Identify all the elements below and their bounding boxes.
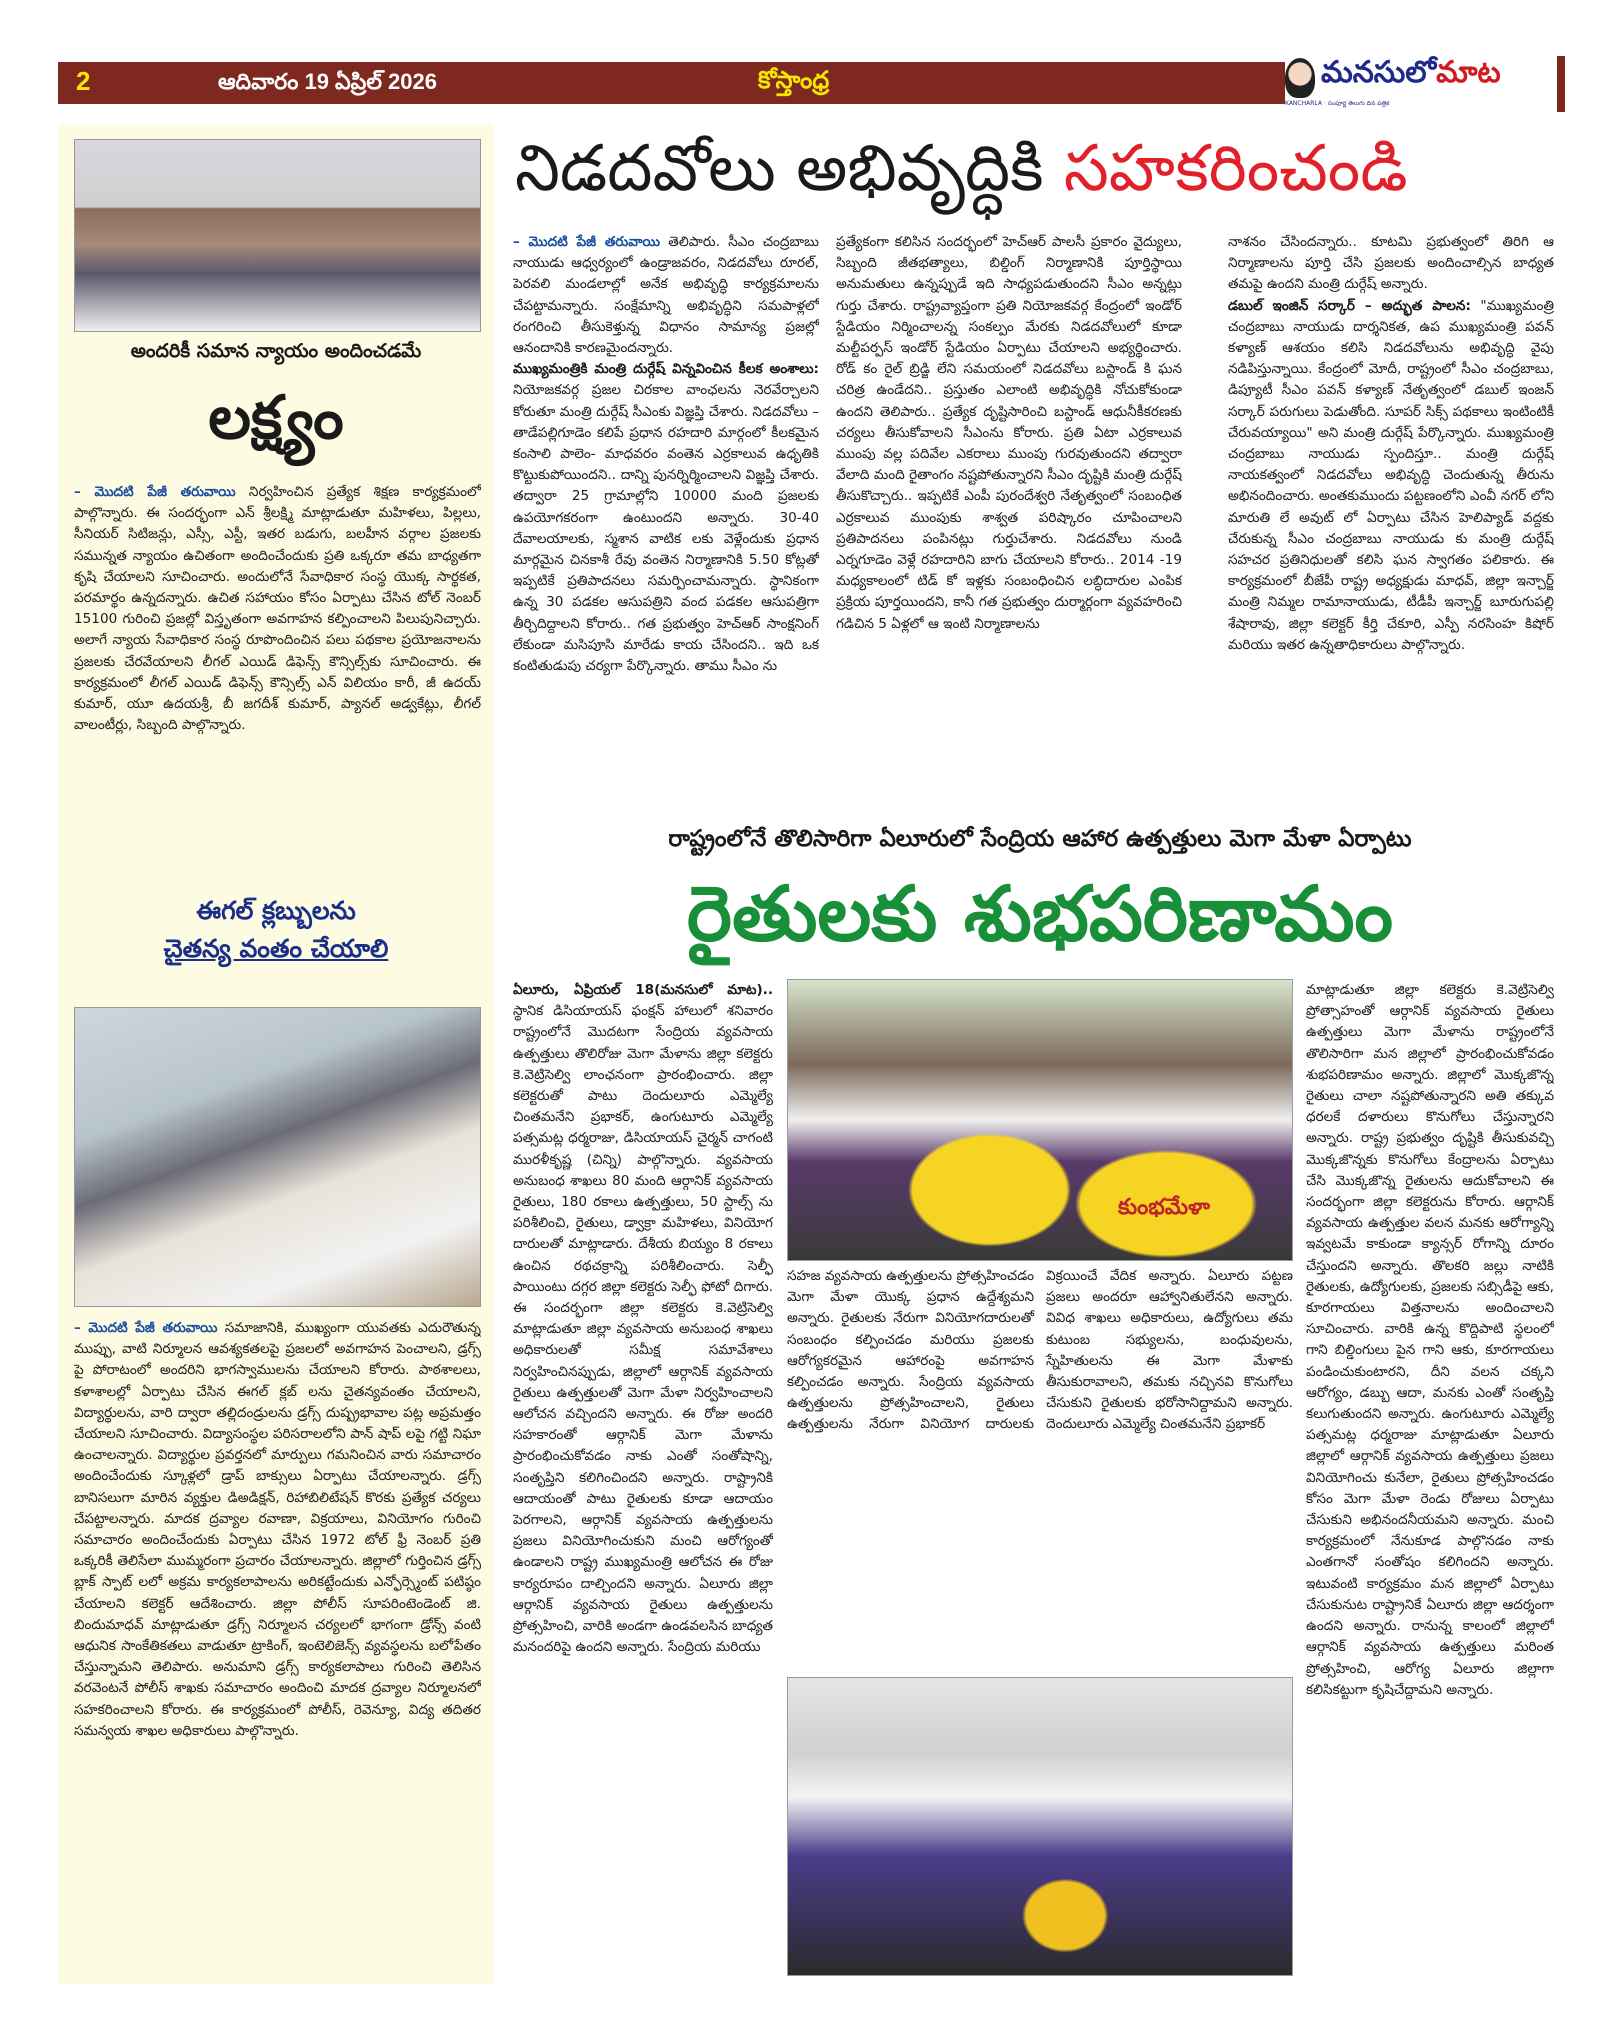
police-meeting-photo — [74, 1007, 481, 1307]
logo-title: మనసులోమాట — [1321, 56, 1501, 89]
sidebar-story1: – మొదటి పేజీ తరువాయి నిర్వహించిన ప్రత్యేక శిక్షణ కార్యక్రమంలో పాల్గొన్నారు. ఈ సందర్భంగా ఎన్ శ్రీలక్ష్మి మాట్లాడుతూ మహిళలు, పిల్లలు, సీనియర్ సిటిజన్లు, ఎస్సీ, ఎస్టీ, ఇతర బడుగు, బలహీన వర్గాల ప్రజలకు సమున్నత న్యాయం ఉచితంగా అందించేందుకు ప్రతి ఒక్కరూ తమ బాధ్యతగా కృషి చేయాలని సూచించారు. అందులోనే సేవాధికార సంస్థ యొక్క సార్థకత, పరమార్థం ఉన్నదన్నారు. ఉచిత సహాయం కోసం ఏర్పాటు చేసిన టోల్ నెంబర్ 15100 గురించి ప్రజల్లో విస్తృతంగా అవగాహన కల్పించాలని పిలుపునిచ్చారు. అలాగే న్యాయ సేవాధికార సంస్థ రూపొందించిన పలు పథకాల ప్రయోజనాలను ప్రజలకు చేరవేయాలని లీగల్ ఎయిడ్ డిఫెన్స్ కౌన్సిల్స్‌కు సూచించారు. ఈ కార్యక్రమంలో లీగల్ ఎయిడ్ డిఫెన్స్ కౌన్సిల్స్ ఎన్ విలియం కారీ, జీ ఉదయ్ కుమార్, యూ ఉదయశ్రీ, బీ జగదీశ్ కుమార్, ప్యానల్ అడ్వకేట్లు, లీగల్ వాలంటీర్లు, సిబ్బంది పాల్గొన్నారు. — [74, 484, 481, 734]
mega-mela-inauguration-photo — [787, 979, 1293, 1261]
newspaper-logo — [1285, 56, 1565, 112]
sidebar-subtitle: అందరికీ సమాన న్యాయం అందించడమే — [130, 340, 422, 362]
lamp-lighting-photo — [787, 1677, 1293, 1976]
founder-portrait-icon — [1285, 58, 1315, 98]
article1-column-1: – మొదటి పేజీ తరువాయి తెలిపారు. సీఎం చంద్రబాబు నాయుడు ఆధ్వర్యంలో ఉండ్రాజవరం, నిడదవోలు రూరల్, పెరవలి మండలాల్లో అనేక అభివృద్ధి కార్యక్రమాలను చేపట్టామన్నారు. సంక్షేమాన్ని అభివృద్ధిని సమపాళ్లలో రంగరించి తీసుకెళ్తున్న విధానం సామాన్య ప్రజల్లో ఆనందానికి కారణమైందన్నారు. ముఖ్యమంత్రికి మంత్రి దుర్గేష్ విన్నవించిన కీలక అంశాలు: నియోజకవర్గ ప్రజల చిరకాల వాంఛలను నెరవేర్చాలని కోరుతూ మంత్రి దుర్గేష్ సీఎంకు విజ్ఞప్తి చేశారు. నిడదవోలు –తాడేపల్లిగూడెం కలిపే ప్రధాన రహదారి మార్గంలో కీలకమైన కంసాలి పాలెం- మాధవరం వంతెన ఎర్రకాలువ ఉధృతికి కొట్టుకుపోయిందని.. దాన్ని పునర్నిర్మించాలని విజ్ఞప్తి చేశారు. తద్వారా 25 గ్రామాల్లోని 10000 మంది ప్రజలకు ఉపయోగకరంగా ఉంటుందని అన్నారు. 30-40 దేవాలయాలకు, స్మశాన వాటిక లకు వెళ్లేందుకు ప్రధాన మార్గమైన చినకాశీ రేవు వంతెన నిర్మాణానికి 5.50 కోట్లతో ఇప్పటికే ప్రతిపాదనలు సమర్పించామన్నారు. స్థానికంగా ఉన్న 30 పడకల ఆసుపత్రిని వంద పడకల ఆసుపత్రిగా తీర్చిదిద్దాలని కోరారు.. గత ప్రభుత్వం హెచ్ఆర్ సాంక్షనింగ్ లేకుండా మసిపూసి మారేడు కాయ చేసిందని.. ఇది ఒక కంటితుడుపు చర్యగా పేర్కొన్నారు. తాము సీఎం ను — [513, 234, 819, 675]
training-session-photo — [74, 139, 481, 332]
page-number: 2 — [76, 66, 91, 96]
sidebar-headline: లక్ష్యం — [208, 383, 344, 453]
photo-banner-text: కుంభమేళా — [1118, 1195, 1210, 1220]
article1-column-3: నాశనం చేసిందన్నారు.. కూటమి ప్రభుత్వంలో తిరిగి ఆ నిర్మాణాలను పూర్తి చేసి ప్రజలకు అందించాల్సిన బాధ్యత తమపై ఉందని మంత్రి దుర్గేష్ అన్నారు. డబుల్ ఇంజిన్ సర్కార్ – అద్భుత పాలన: "ముఖ్యమంత్రి చంద్రబాబు నాయుడు దార్శనికత, ఉప ముఖ్యమంత్రి పవన్ కళ్యాణ్ ఆశయం కలిసి నిడదవోలును అభివృద్ధి వైపు నడిపిస్తున్నాయి. కేంద్రంలో మోదీ, రాష్ట్రంలో సీఎం చంద్రబాబు, డిప్యూటీ సీఎం పవన్ కళ్యాణ్ నేతృత్వంలో డబుల్ ఇంజన్ సర్కార్ పరుగులు పెడుతోంది. సూపర్ సిక్స్ పథకాలు ఇంటింటికీ చేరువయ్యాయి" అని మంత్రి దుర్గేష్ పేర్కొన్నారు. ముఖ్యమంత్రి చంద్రబాబు నాయుడు స్పందిస్తూ.. మంత్రి దుర్గేష్ నాయకత్వంలో నిడదవోలు అభివృద్ధి చెందుతున్న తీరును అభినందించారు. అంతకుముందు పట్టణంలోని ఎంవీ నగర్ లోని మారుతి లే అవుట్ లో ఏర్పాటు చేసిన హెలిప్యాడ్ వద్దకు చేరుకున్న సీఎం చంద్రబాబు నాయుడు కు మంత్రి దుర్గేష్ సహచర ప్రతినిధులతో కలిసి ఘన స్వాగతం పలికారు. ఈ కార్యక్రమంలో బీజేపీ రాష్ట్ర అధ్యక్షుడు మాధవ్, జిల్లా ఇన్చార్జ్ మంత్రి నిమ్మల రామానాయుడు, టీడీపీ ఇన్చార్జ్ బూరుగుపల్లి శేషారావు, జిల్లా కలెక్టర్ కీర్తి చేకూరి, ఎస్పీ నరసింహ కిషోర్ మరియు ఇతర ఉన్నతాధికారులు పాల్గొన్నారు. — [1228, 234, 1554, 653]
sidebar-story2: – మొదటి పేజీ తరువాయి సమాజానికి, ముఖ్యంగా యువతకు ఎదురౌతున్న ముప్పు, వాటి నిర్మూలన ఆవశ్యకతలపై ప్రజలలో అవగాహన పెంచాలని, డ్రగ్స్ పై పోరాటంలో అందరిని భాగస్వాములను చేయాలని కోరారు. పాఠశాలలు, కళాశాలల్లో ఏర్పాటు చేసిన ఈగల్ క్లబ్ లను చైతన్యవంతం చేయాలని, విద్యార్థులను, వారి ద్వారా తల్లిదండ్రులను డ్రగ్స్ దుష్ప్రభావాల పట్ల అప్రమత్తం చేయాలని సూచించారు. విద్యాసంస్థల పరిసరాలలోని పాన్ షాప్ లపై గట్టి నిఘా ఉంచాలన్నారు. విద్యార్థుల ప్రవర్తనలో మార్పులు గమనించిన వారు సమాచారం అందించేందుకు స్కూళ్లలో డ్రాప్ బాక్సులు ఏర్పాటు చేయాలన్నారు. డ్రగ్స్ బానిసలుగా మారిన వ్యక్తుల డిఅడిక్షన్, రిహాబిలిటేషన్ కొరకు ప్రత్యేక చర్యలు చేపట్టాలన్నారు. మాదక ద్రవ్యాల రవాణా, విక్రయాలు, వినియోగం గురించి సమాచారం అందించేందుకు ఏర్పాటు చేసిన 1972 టోల్ ఫ్రీ నెంబర్ ప్రతి ఒక్కరికీ తెలిసేలా ముమ్మరంగా ప్రచారం చేయాలన్నారు. జిల్లాలో గుర్తించిన డ్రగ్స్ బ్లాక్ స్పాట్ లలో అక్రమ కార్యకలాపాలను అరికట్టేందుకు ఎన్ఫోర్స్మెంట్ పటిష్ఠం చేయాలని కలెక్టర్ ఆదేశించారు. జిల్లా పోలీస్ సూపరింటెండెంట్ జి. బిందుమాధవ్ మాట్లాడుతూ డ్రగ్స్ నిర్మూలన చర్యలలో భాగంగా డ్రోన్స్ వంటి ఆధునిక సాంకేతికతలు వాడుతూ ట్రాకింగ్, ఇంటెలిజెన్స్ వ్యవస్థలను బలోపేతం చేస్తున్నామని తెలిపారు. అనుమాని డ్రగ్స్ కార్యకలాపాలు గురించి తెలిసిన వరవెంటనే పోలీస్ శాఖకు సమాచారం అందించి మాదక ద్రవ్యాల నిర్మూలనలో సహకరించాలని కోరారు. ఈ కార్యక్రమంలో పోలీస్, రెవెన్యూ, విద్య తదితర సమన్వయ శాఖల అధికారులు పాల్గొన్నారు. — [74, 1320, 481, 1739]
article2-headline: రైతులకు శుభపరిణామం — [686, 869, 1394, 958]
article1-headline: నిడదవోలు అభివృద్ధికి సహకరించండి — [515, 132, 1408, 206]
article2-column-1: ఏలూరు, ఏప్రియల్ 18(మనసులో మాట).. స్థానిక డిసియాయస్ ఫంక్షన్ హాలులో శనివారం రాష్ట్రంలోనే మొదటగా సేంద్రియ వ్యవసాయ ఉత్పత్తులు తొలిరోజు మెగా మేళాను జిల్లా కలెక్టరు కె.వెట్రిసెల్వి లాంఛనంగా ప్రారంభించారు. జిల్లా కలెక్టరుతో పాటు దెందులూరు ఎమ్మెల్యే చింతమనేని ప్రభాకర్, ఉంగుటూరు ఎమ్మెల్యే పత్సమట్ల ధర్మరాజు, డిసియాయస్ చైర్మన్ చాగంటి మురళీకృష్ణ (చిన్ని) పాల్గొన్నారు. వ్యవసాయ అనుబంధ శాఖలు 80 మంది ఆర్గానిక్ వ్యవసాయ రైతులు, 180 రకాలు ఉత్పత్తులు, 50 స్టాల్స్ ను పరిశీలించి, రైతులు, డ్వాక్రా మహిళలు, వినియోగ దారులతో మాట్లాడారు. దేశీయ బియ్యం 8 రకాలు ఉంచిన రథచక్రాన్ని పరిశీలించారు. సెల్ఫీ పాయింటు దగ్గర జిల్లా కలెక్టరు సెల్ఫీ ఫోటో దిగారు. ఈ సందర్భంగా జిల్లా కలెక్టరు కె.వెట్రిసెల్వి మాట్లాడుతూ జిల్లా వ్యవసాయ అనుబంధ శాఖలు అధికారులతో సమీక్ష సమావేశాలు నిర్వహించినప్పుడు, జిల్లాలో ఆర్గానిక్ వ్యవసాయ రైతులు ఉత్పత్తులతో మెగా మేళా నిర్వహించాలని ఆలోచన వచ్చిందని అన్నారు. ఈ రోజు అందరి సహకారంతో ఆర్గానిక్ మెగా మేళాను ప్రారంభించుకోవడం నాకు ఎంతో సంతోషాన్ని, సంతృప్తిని కలిగించిందని అన్నారు. రాష్ట్రానికి ఆదాయంతో పాటు రైతులకు కూడా ఆదాయం పెరగాలని, ఆర్గానిక్ వ్యవసాయ ఉత్పత్తులను ప్రజలు వినియోగించుకుని మంచి ఆరోగ్యంతో ఉండాలని రాష్ట్ర ముఖ్యమంత్రి ఆలోచన ఈ రోజు కార్యరూపం దాల్చిందని అన్నారు. ఏలూరు జిల్లా ఆర్గానిక్ వ్యవసాయ రైతులు ఉత్పత్తులను ప్రోత్సహించి, వారికి అండగా ఉండవలసిన బాధ్యత మనందరిపై ఉందని అన్నారు. సేంద్రియ మరియు — [513, 982, 773, 1656]
article2-column-3: మాట్లాడుతూ జిల్లా కలెక్టరు కె.వెట్రిసెల్వి ప్రోత్సాహంతో ఆర్గానిక్ వ్యవసాయ రైతులు ఉత్పత్తులు మెగా మేళాను రాష్ట్రంలోనే తొలిసారిగా మన జిల్లాలో ప్రారంభించుకోవడం శుభపరిణామం అన్నారు. జిల్లాలో మొక్కజొన్న రైతులు చాలా నష్టపోతున్నారని అతి తక్కువ ధరలకే దళారులు కొనుగోలు చేస్తున్నారని అన్నారు. రాష్ట్ర ప్రభుత్వం దృష్టికి తీసుకువచ్చి మొక్కజొన్నకు కొనుగోలు కేంద్రాలను ఏర్పాటు చేసి మొక్కజొన్న రైతులను ఆదుకోవాలని ఈ సందర్భంగా జిల్లా కలెక్టరును కోరారు. ఆర్గానిక్ వ్యవసాయ ఉత్పత్తుల వలన మనకు ఆరోగ్యాన్ని ఇవ్వటమే కాకుండా క్యాన్సర్ రోగాన్ని దూరం చేస్తుందని అన్నారు. తొలకరి జల్లు నాటికి రైతులకు, ఉద్యోగులకు, ప్రజలకు సబ్సిడీపై ఆకు, కూరగాయలు విత్తనాలను అందించాలని సూచించారు. వారికి ఉన్న కొద్దిపాటి స్థలంలో గాని బిల్డింగులు పైన గాని ఆకు, కూరగాయలు పండించుకుంటారని, దీని వలన చక్కని ఆరోగ్యం, డబ్బు ఆదా, మనకు ఎంతో సంతృప్తి కలుగుతుందని అన్నారు. ఉంగుటూరు ఎమ్మెల్యే పత్సమట్ల ధర్మరాజు మాట్లాడుతూ ఏలూరు జిల్లాలో ఆర్గానిక్ వ్యవసాయ ఉత్పత్తులు ప్రజలు వినియోగించు కునేలా, రైతులు ప్రోత్సహించడం కోసం మెగా మేళా రెండు రోజులు ఏర్పాటు చేసుకుని అభినందనీయమని అన్నారు. మంచి కార్యక్రమంలో నేనుకూడ పాల్గొనడం నాకు ఎంతగానో సంతోషం కలిగిందని అన్నారు. ఇటువంటి కార్యక్రమం మన జిల్లాలో ఏర్పాటు చేసుకునుట రాష్ట్రానికే ఏలూరు జిల్లా ఆదర్శంగా ఉందని అన్నారు. రానున్న కాలంలో జిల్లాలో ఆర్గానిక్ వ్యవసాయ ఉత్పత్తులు మరింత ప్రోత్సహించి, ఆరోగ్య ఏలూరు జిల్లాగా కలిసికట్టుగా కృషిచేద్దామని అన్నారు. — [1306, 982, 1554, 1698]
issue-date: ఆదివారం 19 ఏప్రిల్ 2026 — [218, 69, 437, 94]
logo-tagline: KANCHARLA · సంపూర్ణ తెలుగు దిన పత్రిక — [1285, 100, 1390, 107]
article1-column-2: ప్రత్యేకంగా కలిసిన సందర్భంలో హెచ్ఆర్ పాలసీ ప్రకారం వైద్యులు, సిబ్బంది జీతభత్యాలు, బిల్డింగ్ నిర్మాణానికి పూర్తిస్థాయి అనుమతులు ఉన్నప్పుడే ఇది సాధ్యపడుతుందని సీఎం అన్నట్లు గుర్తు చేశారు. రాష్ట్రవ్యాప్తంగా ప్రతి నియోజకవర్గ కేంద్రంలో ఇండోర్ స్టేడియం నిర్మించాలన్న సంకల్పం మేరకు నిడదవోలులో కూడా మల్టీపర్పస్ ఇండోర్ స్టేడియం ఏర్పాటు చేయాలని అభ్యర్థించారు. రోడ్ కం రైల్ బ్రిడ్జి లేని సమయంలో నిడదవోలు బస్టాండ్ కి ఘన చరిత్ర ఉండేదని.. ప్రస్తుతం ఎలాంటి అభివృద్ధికి నోచుకోకుండా ఉందని తెలిపారు.. ప్రత్యేక దృష్టిసారించి బస్టాండ్ ఆధునీకీకరణకు చర్యలు తీసుకోవాలని సీఎంను కోరారు. ప్రతి ఏటా ఎర్రకాలువ ముంపు వల్ల పదివేల ఎకరాలు ముంపు గురవుతుందని తద్వారా వేలాది మంది రైతాంగం నష్టపోతున్నారని సీఎం దృష్టికి మంత్రి దుర్గేష్ తీసుకొచ్చారు.. ఇప్పటికే ఎంపీ పురందేశ్వరి నేతృత్వంలో సంబంధిత ఎర్రకాలువ ముంపుకు శాశ్వత పరిష్కారం చూపించాలని ప్రతిపాదనలు పంపినట్లు గుర్తుచేశారు. నిడదవోలు నుండి ఎర్నగూడెం వెళ్లే రహదారిని బాగు చేయాలని కోరారు.. 2014 -19 మధ్యకాలంలో టిడ్ కో ఇళ్లకు సంబంధించిన లబ్ధిదారుల ఎంపిక ప్రక్రియ పూర్తయిందని, కానీ గత ప్రభుత్వం దుర్మార్గంగా వ్యవహరించి గడిచిన 5 ఏళ్లలో ఆ ఇంటి నిర్మాణాలను — [836, 234, 1182, 632]
edition-name: కోస్తాంధ్ర — [758, 67, 830, 94]
article2-column-2: సహజ వ్యవసాయ ఉత్పత్తులను ప్రోత్సహించడం మెగా మేళా యొక్క ప్రధాన ఉద్దేశ్యమని అన్నారు. రైతులకు నేరుగా వినియోగదారులతో సంబంధం కల్పించడం మరియు ప్రజలకు ఆరోగ్యకరమైన ఆహారంపై అవగాహన కల్పించడం అన్నారు. సేంద్రియ వ్యవసాయ ఉత్పత్తులను ప్రోత్సహించాలని, రైతులు ఉత్పత్తులను నేరుగా వినియోగ దారులకు విక్రయించే వేదిక అన్నారు. ఏలూరు పట్టణ ప్రజలు అందరూ ఆహ్వానితులేనని అన్నారు. వివిధ శాఖలు అధికారులు, ఉద్యోగులు తమ కుటుంబ సభ్యులను, బంధువులను, స్నేహితులను ఈ మెగా మేళాకు తీసుకురావాలని, తమకు నచ్చినవి కొనుగోలు చేసుకుని రైతులకు భరోసానిద్దామని అన్నారు. దెందులూరు ఎమ్మెల్యే చింతమనేని ప్రభాకర్ — [787, 1268, 1293, 1433]
sidebar-headline-2: ఈగల్ క్లబ్బులను చైతన్య వంతం చేయాలి — [163, 896, 389, 963]
article2-subheadline: రాష్ట్రంలోనే తొలిసారిగా ఏలూరులో సేంద్రియ ఆహార ఉత్పత్తులు మెగా మేళా ఏర్పాటు — [668, 826, 1412, 852]
